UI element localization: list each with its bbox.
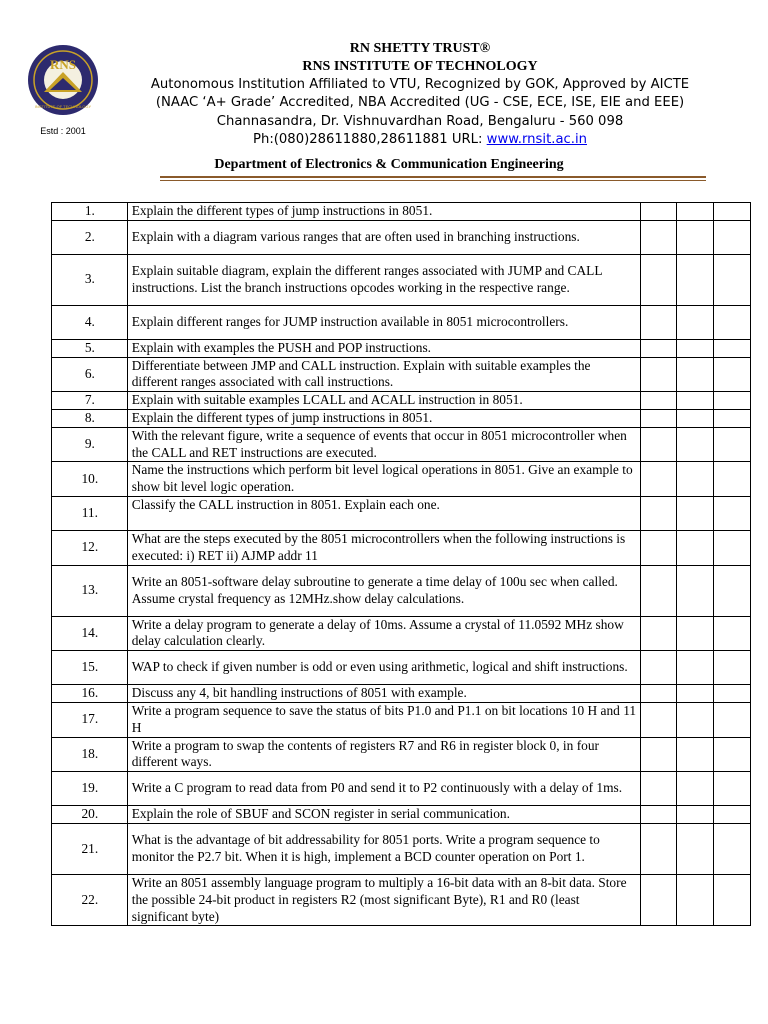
question-number: 8.	[52, 409, 128, 427]
empty-cell	[677, 737, 714, 772]
question-number: 15.	[52, 651, 128, 685]
empty-cell	[677, 357, 714, 392]
question-text: Write an 8051-software delay subroutine to generate a time delay of 100u sec when called. Assume crystal frequency as 12MHz.show delay calculations.	[127, 565, 640, 616]
empty-cell	[677, 339, 714, 357]
empty-cell	[677, 616, 714, 651]
empty-cell	[714, 392, 751, 410]
question-number: 20.	[52, 806, 128, 824]
empty-cell	[677, 392, 714, 410]
empty-cell	[677, 685, 714, 703]
question-text: Explain with examples the PUSH and POP instructions.	[127, 339, 640, 357]
logo-text: RNS	[49, 57, 77, 72]
empty-cell	[677, 305, 714, 339]
empty-cell	[640, 651, 677, 685]
table-row	[52, 530, 751, 565]
table-row	[52, 737, 751, 772]
header-rule-thin	[160, 180, 706, 181]
empty-cell	[714, 530, 751, 565]
empty-cell	[640, 823, 677, 874]
empty-cell	[640, 220, 677, 254]
question-number: 7.	[52, 392, 128, 410]
table-row	[52, 220, 751, 254]
empty-cell	[677, 806, 714, 824]
table-row	[52, 874, 751, 925]
empty-cell	[714, 339, 751, 357]
question-number: 2.	[52, 220, 128, 254]
empty-cell	[714, 462, 751, 497]
question-number: 18.	[52, 737, 128, 772]
question-text: Classify the CALL instruction in 8051. Explain each one.	[127, 496, 640, 530]
question-text: With the relevant figure, write a sequence of events that occur in 8051 microcontroller when the CALL and RET instructions are executed.	[127, 427, 640, 462]
estd-label: Estd : 2001	[40, 126, 86, 136]
question-number: 1.	[52, 203, 128, 221]
empty-cell	[714, 565, 751, 616]
empty-cell	[677, 496, 714, 530]
empty-cell	[677, 823, 714, 874]
question-text: Name the instructions which perform bit level logical operations in 8051. Give an example to show bit level logic operation.	[127, 462, 640, 497]
phone-text: Ph:(080)28611880,28611881 URL:	[253, 132, 487, 147]
empty-cell	[677, 651, 714, 685]
empty-cell	[714, 357, 751, 392]
question-number: 21.	[52, 823, 128, 874]
empty-cell	[677, 702, 714, 737]
empty-cell	[677, 772, 714, 806]
question-number: 12.	[52, 530, 128, 565]
question-text: What are the steps executed by the 8051 microcontrollers when the following instructions is executed: i) RET ii) AJMP addr 11	[127, 530, 640, 565]
question-number: 9.	[52, 427, 128, 462]
empty-cell	[677, 220, 714, 254]
question-number: 16.	[52, 685, 128, 703]
empty-cell	[640, 874, 677, 925]
question-text: Explain with suitable examples LCALL and ACALL instruction in 8051.	[127, 392, 640, 410]
question-number: 10.	[52, 462, 128, 497]
question-text: Differentiate between JMP and CALL instruction. Explain with suitable examples the different ranges associated with call instructions.	[127, 357, 640, 392]
empty-cell	[714, 203, 751, 221]
question-number: 14.	[52, 616, 128, 651]
question-text: Write a delay program to generate a delay of 10ms. Assume a crystal of 11.0592 MHz show delay calculation clearly.	[127, 616, 640, 651]
empty-cell	[677, 565, 714, 616]
question-number: 19.	[52, 772, 128, 806]
question-text: Write an 8051 assembly language program to multiply a 16-bit data with an 8-bit data. Store the possible 24-bit product in registers R2 (most significant Byte), R1 and R0 (least significant byte)	[127, 874, 640, 925]
empty-cell	[677, 874, 714, 925]
empty-cell	[640, 203, 677, 221]
empty-cell	[714, 737, 751, 772]
empty-cell	[640, 530, 677, 565]
empty-cell	[714, 427, 751, 462]
table-row	[52, 823, 751, 874]
question-text: Discuss any 4, bit handling instructions of 8051 with example.	[127, 685, 640, 703]
question-text: Write a program to swap the contents of registers R7 and R6 in register block 0, in four different ways.	[127, 737, 640, 772]
address-line: Channasandra, Dr. Vishnuvardhan Road, Bengaluru - 560 098	[216, 114, 624, 129]
table-row	[52, 427, 751, 462]
empty-cell	[714, 806, 751, 824]
affiliation-line: Autonomous Institution Affiliated to VTU, Recognized by GOK, Approved by AICTE	[150, 77, 690, 92]
empty-cell	[677, 530, 714, 565]
empty-cell	[640, 737, 677, 772]
header-rule	[160, 176, 706, 178]
empty-cell	[640, 305, 677, 339]
empty-cell	[714, 651, 751, 685]
empty-cell	[714, 254, 751, 305]
question-number: 3.	[52, 254, 128, 305]
table-row	[52, 496, 751, 530]
empty-cell	[677, 462, 714, 497]
empty-cell	[714, 616, 751, 651]
contact-line	[72, 132, 768, 147]
question-text: Explain different ranges for JUMP instruction available in 8051 microcontrollers.	[127, 305, 640, 339]
question-text: Explain the different types of jump instructions in 8051.	[127, 409, 640, 427]
table-row	[52, 565, 751, 616]
empty-cell	[677, 427, 714, 462]
empty-cell	[640, 427, 677, 462]
table-row	[52, 357, 751, 392]
table-row	[52, 462, 751, 497]
empty-cell	[714, 685, 751, 703]
department-title: Department of Electronics & Communication Engineering	[214, 157, 564, 172]
website-link[interactable]: www.rnsit.ac.in	[486, 132, 587, 147]
empty-cell	[640, 392, 677, 410]
empty-cell	[714, 772, 751, 806]
empty-cell	[640, 339, 677, 357]
question-text: What is the advantage of bit addressability for 8051 ports. Write a program sequence to monitor the P2.7 bit. When it is high, implement a BCD counter operation on Port 1.	[127, 823, 640, 874]
question-text: Explain the different types of jump instructions in 8051.	[127, 203, 640, 221]
empty-cell	[677, 409, 714, 427]
empty-cell	[714, 874, 751, 925]
table-row	[52, 203, 751, 221]
empty-cell	[640, 254, 677, 305]
empty-cell	[640, 409, 677, 427]
empty-cell	[640, 616, 677, 651]
empty-cell	[714, 496, 751, 530]
empty-cell	[640, 772, 677, 806]
question-text: Write a C program to read data from P0 and send it to P2 continuously with a delay of 1ms.	[127, 772, 640, 806]
question-table	[51, 202, 751, 926]
table-row	[52, 616, 751, 651]
question-number: 17.	[52, 702, 128, 737]
table-row	[52, 702, 751, 737]
table-row	[52, 685, 751, 703]
question-number: 11.	[52, 496, 128, 530]
table-row	[52, 254, 751, 305]
empty-cell	[640, 565, 677, 616]
empty-cell	[640, 702, 677, 737]
question-text: Explain with a diagram various ranges that are often used in branching instructions.	[127, 220, 640, 254]
empty-cell	[714, 702, 751, 737]
question-text: Write a program sequence to save the status of bits P1.0 and P1.1 on bit locations 10 H and 11 H	[127, 702, 640, 737]
table-row	[52, 305, 751, 339]
institute-name: RNS INSTITUTE OF TECHNOLOGY	[302, 59, 538, 74]
question-number: 6.	[52, 357, 128, 392]
question-text: WAP to check if given number is odd or even using arithmetic, logical and shift instructions.	[127, 651, 640, 685]
empty-cell	[714, 409, 751, 427]
empty-cell	[677, 254, 714, 305]
table-row	[52, 772, 751, 806]
table-row	[52, 651, 751, 685]
question-number: 22.	[52, 874, 128, 925]
empty-cell	[640, 685, 677, 703]
logo-ring-text: INSTITUTE OF TECHNOLOGY	[34, 104, 92, 109]
question-text: Explain suitable diagram, explain the different ranges associated with JUMP and CALL instructions. List the branch instructions opcodes working in the respective range.	[127, 254, 640, 305]
question-number: 5.	[52, 339, 128, 357]
empty-cell	[714, 823, 751, 874]
empty-cell	[677, 203, 714, 221]
table-row	[52, 392, 751, 410]
empty-cell	[640, 462, 677, 497]
empty-cell	[714, 220, 751, 254]
empty-cell	[640, 496, 677, 530]
table-row	[52, 806, 751, 824]
empty-cell	[640, 357, 677, 392]
empty-cell	[640, 806, 677, 824]
question-number: 13.	[52, 565, 128, 616]
empty-cell	[714, 305, 751, 339]
accreditation-line: (NAAC ‘A+ Grade’ Accredited, NBA Accredited (UG - CSE, ECE, ISE, EIE and EEE)	[155, 95, 685, 110]
question-number: 4.	[52, 305, 128, 339]
table-row	[52, 409, 751, 427]
trust-name: RN SHETTY TRUST®	[349, 41, 491, 56]
question-text: Explain the role of SBUF and SCON register in serial communication.	[127, 806, 640, 824]
table-row	[52, 339, 751, 357]
